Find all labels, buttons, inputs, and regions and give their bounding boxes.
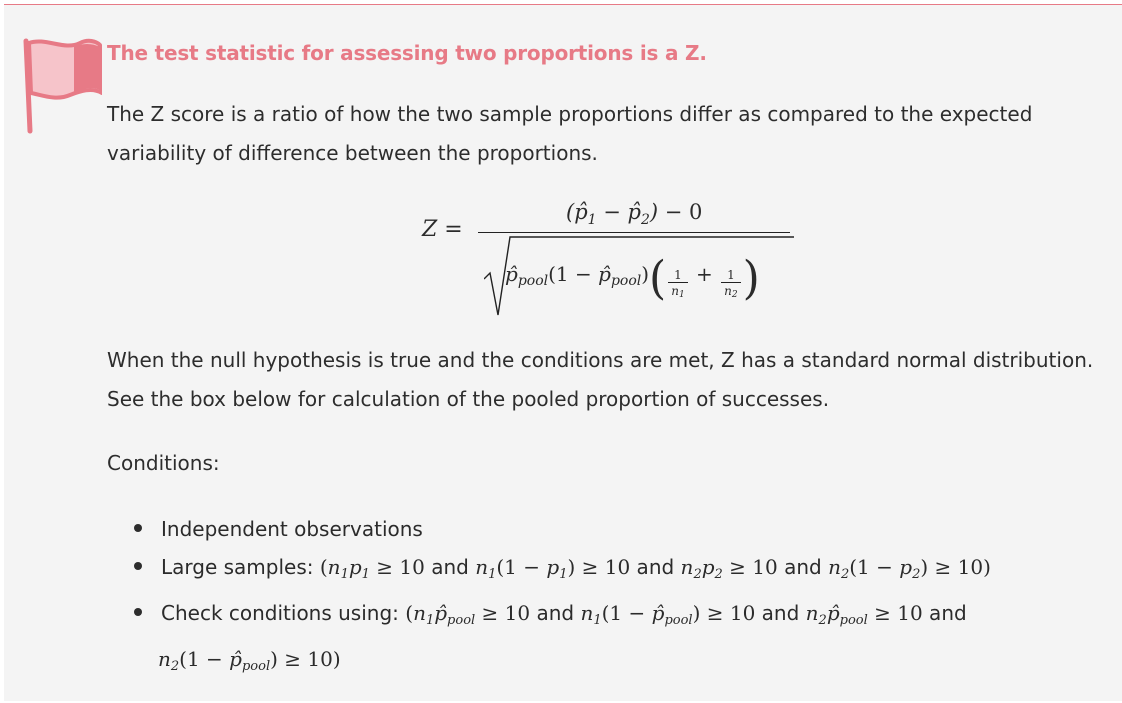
intro-paragraph: The Z score is a ratio of how the two sample proportions differ as compared to the expected variability of difference between the proportions.	[107, 102, 1033, 165]
z-formula	[418, 197, 798, 327]
callout-box	[4, 4, 1122, 701]
bullet-icon	[134, 524, 142, 532]
fraction-bar	[478, 232, 790, 233]
conditions-list	[134, 510, 1104, 686]
formula-lhs: Z =	[422, 217, 463, 242]
conditions-label: Conditions:	[107, 451, 220, 475]
flag-icon	[16, 35, 102, 137]
list-item: Independent observations	[134, 510, 1104, 548]
formula-numerator: ($p̂_1$ − $p̂_2) - 0$	[566, 200, 703, 229]
bullet-icon	[134, 608, 142, 616]
callout-title: The test statistic for assessing two proportions is a Z.	[107, 41, 707, 65]
formula-denominator: $p̂_{pool}(1$ − $p̂_{pool}$)( $\frac{1}{n_1}$ + $\frac{1}{n_2}$ )	[505, 251, 760, 306]
bullet-icon	[134, 562, 142, 570]
null-hypothesis-paragraph: When the null hypothesis is true and the conditions are met, Z has a standard normal distribution. See the box below for calculation of the pooled proportion of successes.	[107, 348, 1094, 411]
list-item: Check conditions using: ($n_1p̂_{pool} \ge 10$ and $n_1(1$ − $p̂_{pool}) \ge 10$ and $n_2p̂_{pool} \ge 10$ and $n_2(1$ − $p̂_{pool}) \ge 10$)	[134, 594, 1104, 686]
list-item: Large samples: ($n_1p_1 \ge 10$ and $n_1(1 - p_1) \ge 10$ and $n_2p_2 \ge 10$ and $n_2(1 - p_2) \ge 10$)	[134, 548, 1104, 594]
